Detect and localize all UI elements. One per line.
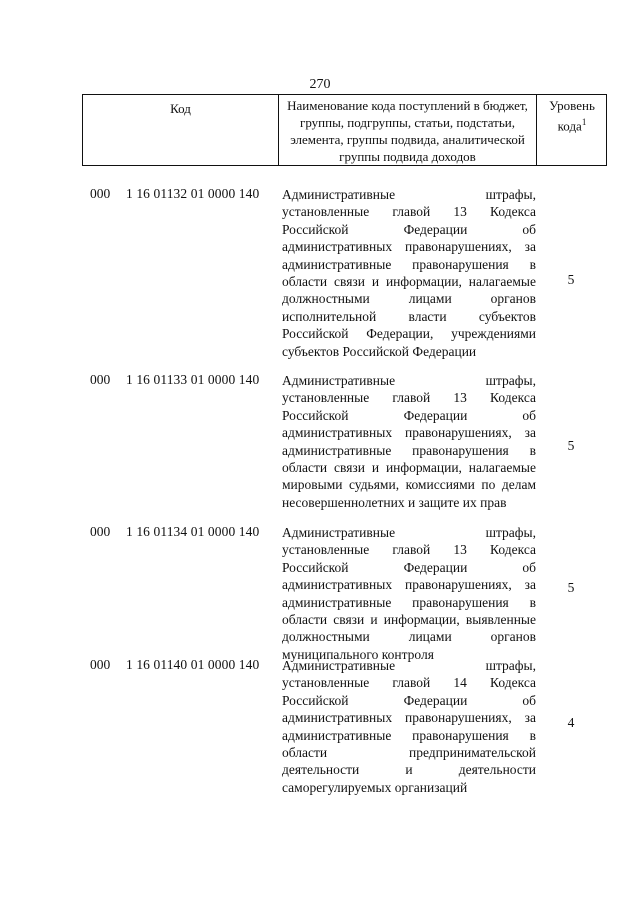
row-level: 5 [567, 272, 575, 287]
row-admin-code: 000 [90, 657, 111, 672]
row-budget-code: 1 16 01134 01 0000 140 [126, 524, 260, 539]
row-level: 5 [567, 438, 575, 453]
row-level: 4 [567, 715, 575, 730]
row-budget-code: 1 16 01133 01 0000 140 [126, 372, 260, 387]
row-name: Административные штрафы, установленные главой 14 Кодекса Российской Федерации об административных правонарушениях, за административные правонарушения в области предпринимательской деятельности и деятельности саморегулируемых организаций [282, 658, 536, 795]
row-name: Административные штрафы, установленные главой 13 Кодекса Российской Федерации об административных правонарушениях, за административные правонарушения в области связи и информации, налагаемые мировыми судьями, комиссиями по делам несовершеннолетних и защите их прав [282, 373, 536, 510]
page-number: 270 [309, 77, 331, 92]
row-budget-code: 1 16 01132 01 0000 140 [126, 186, 260, 201]
header-name: Наименование кода поступлений в бюджет, группы, подгруппы, статьи, подстатьи, элемента, группы подвида, аналитической группы подвида доходов [279, 95, 537, 165]
row-name: Административные штрафы, установленные главой 13 Кодекса Российской Федерации об административных правонарушениях, за административные правонарушения в области связи и информации, выявленные должностными лицами органов муниципального контроля [282, 525, 536, 662]
row-admin-code: 000 [90, 186, 111, 201]
row-admin-code: 000 [90, 372, 111, 387]
header-level-label: Уровень кода [549, 98, 595, 134]
table-header [82, 94, 607, 166]
row-budget-code: 1 16 01140 01 0000 140 [126, 657, 260, 672]
header-level [537, 95, 607, 165]
header-level-footnote: 1 [581, 117, 587, 127]
header-code: Код [83, 95, 279, 165]
row-level: 5 [567, 580, 575, 595]
row-name: Административные штрафы, установленные главой 13 Кодекса Российской Федерации об административных правонарушениях, за административные правонарушения в области связи и информации, налагаемые должностными лицами органов исполнительной власти субъектов Российской Федерации, учреждениями субъектов Российской Федерации [282, 187, 536, 359]
row-admin-code: 000 [90, 524, 111, 539]
